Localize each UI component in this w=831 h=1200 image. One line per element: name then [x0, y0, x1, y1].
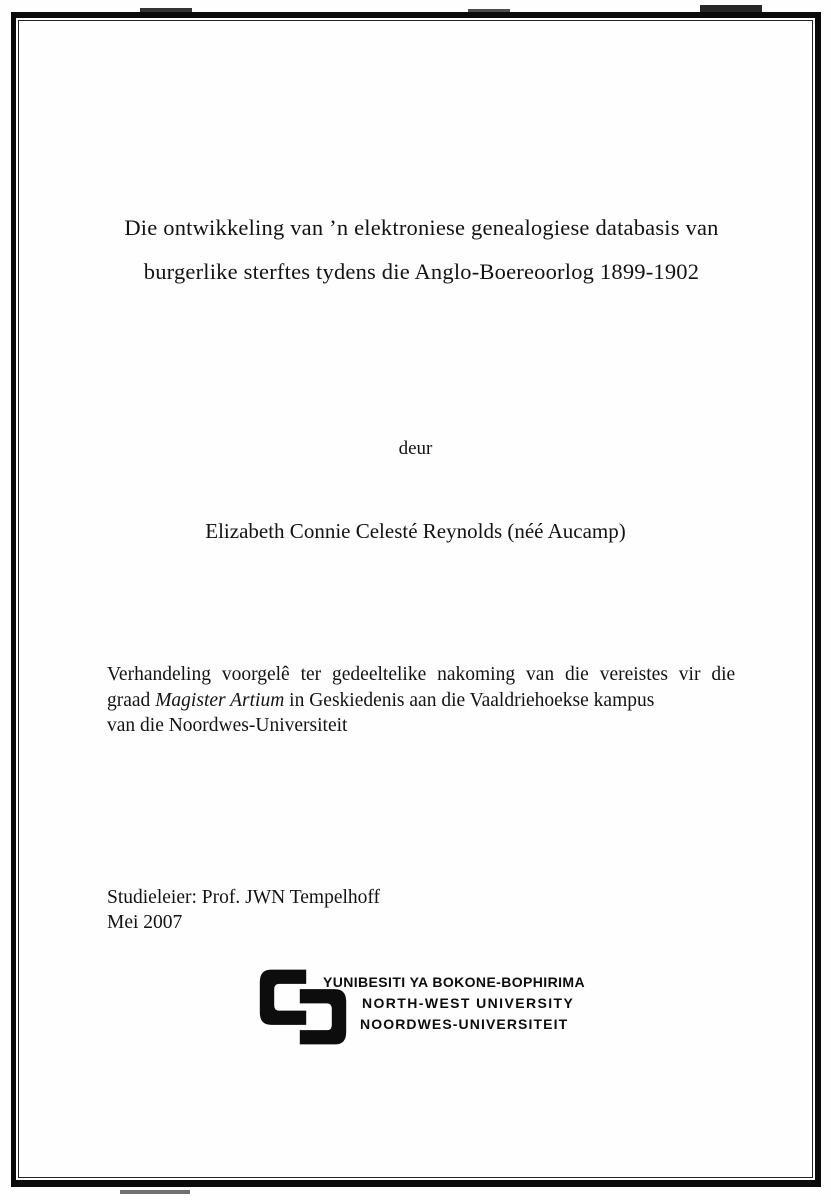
- scan-artifact: [140, 8, 192, 13]
- supervisor-line: Studieleier: Prof. JWN Tempelhoff: [107, 887, 381, 908]
- submission-line-2-prefix: graad: [107, 689, 156, 711]
- date-line: Mei 2007: [107, 912, 183, 933]
- scan-artifact: [120, 1190, 190, 1194]
- submission-line-2-suffix: in Geskiedenis aan die Vaaldriehoekse kampus: [284, 689, 655, 711]
- submission-line-1: Verhandeling voorgelê ter gedeeltelike nakoming van die vereistes vir die: [107, 664, 736, 685]
- logo-text-setswana: YUNIBESITI YA BOKONE-BOPHIRIMA: [323, 974, 585, 990]
- title-line-2: burgerlike sterftes tydens die Anglo-Boereoorlog 1899-1902: [143, 259, 700, 284]
- university-logo-text: [323, 972, 585, 1035]
- degree-name-italic: Magister Artium: [155, 689, 285, 711]
- supervisor-block: [107, 885, 380, 935]
- logo-text-english: NORTH-WEST UNIVERSITY: [362, 995, 575, 1011]
- byline-deur: deur: [398, 438, 433, 459]
- logo-text-afrikaans: NOORDWES-UNIVERSITEIT: [360, 1016, 569, 1032]
- thesis-title: [60, 206, 783, 294]
- author-name: Elizabeth Connie Celesté Reynolds (néé Aucamp): [205, 519, 626, 543]
- submission-statement: [107, 662, 741, 739]
- scan-artifact: [468, 9, 510, 13]
- university-logo: [255, 966, 585, 1048]
- title-line-1: Die ontwikkeling van ’n elektroniese genealogiese databasis van: [124, 215, 719, 240]
- submission-line-2: [107, 688, 741, 714]
- scan-artifact: [700, 5, 762, 12]
- submission-line-3: van die Noordwes-Universiteit: [107, 715, 348, 736]
